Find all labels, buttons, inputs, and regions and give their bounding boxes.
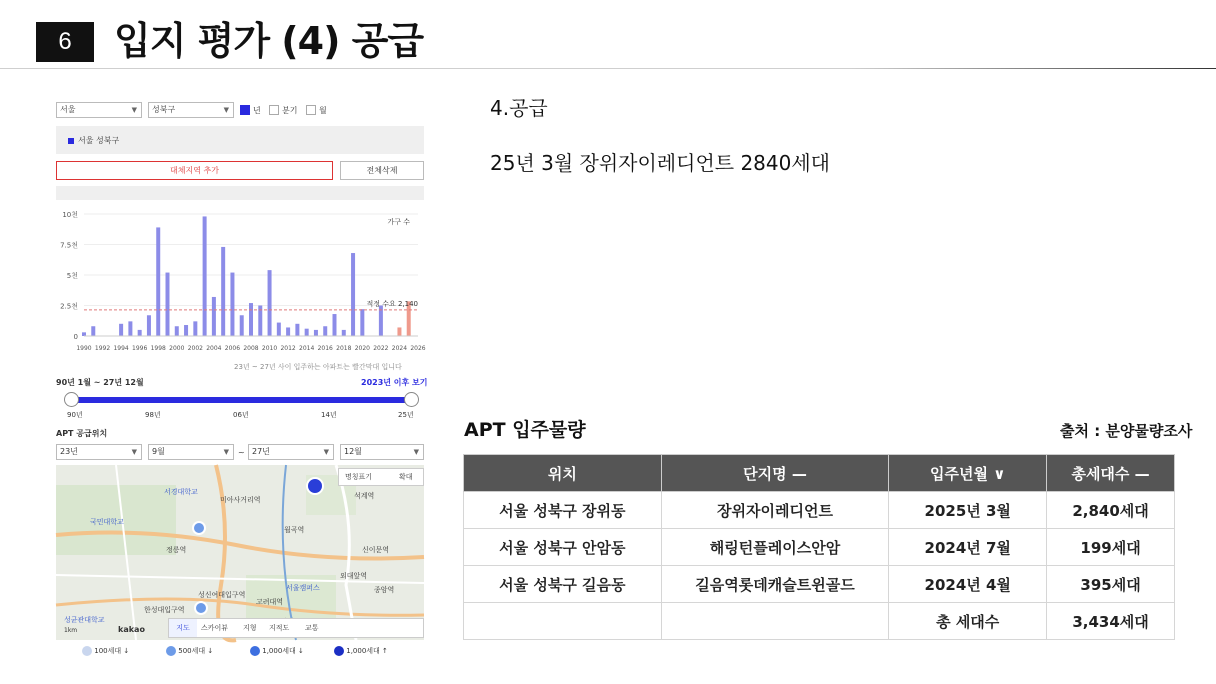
tab-terrain[interactable]: 지형 (243, 624, 257, 632)
district-select-value: 성북구 (152, 105, 176, 114)
table-total-row (464, 603, 1175, 640)
x-tick-label: 2008 (243, 345, 259, 352)
map-marker-500[interactable] (192, 521, 206, 535)
table-cell: 3,434세대 (1047, 603, 1175, 640)
table-row (464, 566, 1175, 603)
x-tick-label: 2000 (169, 345, 185, 352)
table-cell: 길음역롯데캐슬트윈골드 (661, 566, 889, 603)
region-color-swatch (68, 138, 74, 144)
location-label: APT 공급위치 (56, 429, 108, 438)
chevron-down-icon: ▼ (223, 448, 229, 456)
region-select-value: 서울 (60, 105, 76, 114)
map-zoom-button[interactable]: 확대 (399, 473, 413, 481)
col-header-move-in[interactable]: 입주년월 ∨ (889, 455, 1047, 492)
map-marker-1000-plus[interactable] (306, 477, 324, 495)
apt-table-source: 출처 : 분양물량조사 (1060, 422, 1193, 440)
bar-2013 (295, 324, 299, 336)
slide-number: 6 (36, 22, 94, 62)
period-month-label: 월 (319, 106, 327, 115)
x-tick-label: 2006 (224, 345, 241, 352)
supply-detail: 25년 3월 장위자이레디언트 2840세대 (490, 151, 830, 175)
district-select[interactable] (148, 102, 234, 118)
bar-2012 (286, 327, 290, 336)
slider-tick: 90년 (67, 411, 83, 419)
to-month-value: 12월 (344, 447, 362, 456)
x-tick-label: 2002 (187, 345, 203, 352)
slider-tick: 06년 (233, 411, 249, 419)
marker-large-icon (250, 646, 260, 656)
after-2023-link[interactable]: 2023년 이후 보기 (361, 378, 428, 387)
x-tick-label: 1992 (94, 345, 111, 352)
slide-header (0, 0, 1216, 70)
legend-500 (166, 646, 213, 656)
range-slider-track[interactable] (70, 397, 412, 403)
divider-bar (56, 186, 424, 200)
x-tick-label: 2020 (354, 345, 370, 352)
x-tick-label: 2016 (317, 345, 333, 352)
bar-2007 (240, 315, 244, 336)
table-cell: 199세대 (1047, 529, 1175, 566)
chart-footnote: 23년 ~ 27년 사이 입주하는 아파트는 빨간막대 입니다 (234, 363, 402, 371)
table-cell: 총 세대수 (889, 603, 1047, 640)
map-label: 정릉역 (166, 546, 187, 554)
map-label: 신이문역 (362, 546, 390, 554)
table-header-row (464, 455, 1175, 492)
delete-all-button[interactable]: 전체삭제 (340, 161, 424, 180)
map-label: 고려대역 (256, 598, 284, 606)
table-cell: 서울 성북구 장위동 (464, 492, 662, 529)
bar-2016 (323, 326, 327, 336)
tab-skyview[interactable]: 스카이뷰 (201, 624, 229, 632)
table-cell (464, 603, 662, 640)
y-tick-label: 10천 (62, 211, 78, 219)
x-tick-label: 2018 (336, 345, 352, 352)
selected-region-bar (56, 126, 424, 154)
map-label: 성신여대입구역 (198, 591, 246, 599)
map-label: 석계역 (354, 492, 375, 500)
bar-1990 (82, 332, 86, 336)
table-cell: 서울 성북구 길음동 (464, 566, 662, 603)
x-tick-label: 2022 (373, 345, 389, 352)
marker-xlarge-icon (334, 646, 344, 656)
range-tilde: ~ (238, 448, 245, 457)
add-region-button[interactable]: 대체지역 추가 (56, 161, 333, 180)
to-month-select[interactable] (340, 444, 424, 460)
table-cell: 장위자이레디언트 (661, 492, 889, 529)
y-tick-label: 0 (73, 333, 78, 341)
table-cell: 2,840세대 (1047, 492, 1175, 529)
y-tick-label: 2.5천 (60, 302, 78, 311)
table-cell (661, 603, 889, 640)
bar-1997 (147, 315, 151, 336)
supply-heading: 4.공급 (490, 96, 548, 120)
supply-bar-chart (56, 204, 424, 372)
period-year-label: 년 (253, 106, 261, 115)
table-row (464, 492, 1175, 529)
map-label: 외대앞역 (340, 572, 368, 580)
bar-1991 (91, 326, 95, 336)
col-header-households[interactable]: 총세대수 — (1047, 455, 1175, 492)
region-select[interactable] (56, 102, 142, 118)
x-tick-label: 1996 (132, 345, 148, 352)
bar-1998 (156, 227, 160, 336)
bar-1999 (166, 273, 170, 336)
legend-1000-plus-label: 1,000세대 ↑ (346, 647, 388, 655)
range-slider-end-handle[interactable] (404, 392, 419, 407)
map-label: 월곡역 (284, 526, 305, 534)
map-brand: kakao (118, 625, 145, 634)
tab-map[interactable]: 지도 (169, 619, 197, 637)
reference-label: 적정 수요 2,140 (366, 299, 418, 308)
map-label-toggle[interactable]: 명칭표기 (345, 473, 373, 481)
x-tick-label: 1994 (113, 345, 129, 352)
chart-legend-label: 가구 수 (387, 218, 410, 226)
tab-cadastral[interactable]: 지적도 (269, 624, 290, 632)
map-label: 서경대학교 (164, 488, 198, 496)
supply-map[interactable] (56, 465, 424, 640)
bar-2000 (175, 326, 179, 336)
map-type-tabs (168, 618, 424, 638)
table-cell: 서울 성북구 안암동 (464, 529, 662, 566)
legend-1000 (250, 646, 304, 656)
chevron-down-icon: ▼ (131, 106, 137, 114)
to-year-select[interactable] (248, 444, 334, 460)
table-cell: 2024년 7월 (889, 529, 1047, 566)
from-year-value: 23년 (60, 447, 78, 456)
marker-small-icon (82, 646, 92, 656)
bar-2003 (203, 216, 207, 336)
bar-2005 (221, 247, 225, 336)
bar-2020 (360, 309, 364, 336)
map-scale: 1km (64, 627, 78, 634)
chevron-down-icon: ▼ (323, 448, 329, 456)
bar-2008 (249, 303, 253, 336)
x-tick-label: 2004 (206, 345, 222, 352)
bar-2004 (212, 297, 216, 336)
map-marker-500[interactable] (194, 601, 208, 615)
legend-100 (82, 646, 129, 656)
checkbox-month[interactable] (306, 105, 316, 115)
apt-move-in-table (463, 454, 1175, 640)
bar-1995 (128, 321, 132, 336)
chevron-down-icon: ▼ (131, 448, 137, 456)
x-tick-label: 2010 (261, 345, 278, 352)
slider-tick: 25년 (398, 411, 414, 419)
marker-medium-icon (166, 646, 176, 656)
map-label: 종암역 (374, 586, 395, 594)
table-row (464, 529, 1175, 566)
bar-2002 (193, 321, 197, 336)
from-year-select[interactable] (56, 444, 142, 460)
y-tick-label: 5천 (66, 272, 78, 280)
col-header-location[interactable]: 위치 (464, 455, 662, 492)
bar-2015 (314, 330, 318, 336)
header-divider (0, 68, 1216, 69)
legend-1000-plus (334, 646, 388, 656)
bar-2017 (333, 314, 337, 336)
apt-table-title: APT 입주물량 (464, 419, 586, 441)
x-tick-label: 1990 (76, 345, 92, 352)
table-cell: 2025년 3월 (889, 492, 1047, 529)
bar-2006 (230, 273, 234, 336)
bar-1994 (119, 324, 123, 336)
map-tool-group (338, 468, 424, 486)
bar-2010 (268, 270, 272, 336)
table-cell: 2024년 4월 (889, 566, 1047, 603)
bar-2011 (277, 323, 281, 336)
to-year-value: 27년 (252, 447, 270, 456)
checkbox-year[interactable] (240, 105, 250, 115)
chevron-down-icon: ▼ (223, 106, 229, 114)
map-label: 성균관대학교 (64, 616, 105, 624)
chevron-down-icon: ▼ (413, 448, 419, 456)
x-tick-label: 2012 (280, 345, 296, 352)
bar-2024 (397, 327, 401, 336)
bar-1996 (138, 330, 142, 336)
x-tick-label: 2026 (410, 345, 426, 352)
legend-500-label: 500세대 ↓ (178, 647, 214, 655)
bar-2018 (342, 330, 346, 336)
table-cell: 해링턴플레이스안암 (661, 529, 889, 566)
from-month-value: 9월 (152, 447, 165, 456)
legend-1000-label: 1,000세대 ↓ (262, 647, 304, 655)
map-label: 국민대학교 (90, 518, 124, 526)
range-slider-start-handle[interactable] (64, 392, 79, 407)
tab-traffic[interactable]: 교통 (305, 624, 319, 632)
col-header-complex[interactable]: 단지명 — (661, 455, 889, 492)
y-tick-label: 7.5천 (60, 241, 78, 250)
bar-2001 (184, 325, 188, 336)
x-tick-label: 2014 (299, 345, 315, 352)
x-tick-label: 1998 (150, 345, 166, 352)
bar-2019 (351, 253, 355, 336)
legend-100-label: 100세대 ↓ (94, 647, 130, 655)
slide-title: 입지 평가 (4) 공급 (114, 19, 424, 63)
map-label: 미아사거리역 (220, 496, 261, 504)
slider-tick: 14년 (321, 411, 337, 419)
x-tick-label: 2024 (391, 345, 408, 352)
slider-tick: 98년 (145, 411, 161, 419)
map-label: 서울캠퍼스 (286, 584, 320, 592)
selected-region-label: 서울 성북구 (78, 136, 120, 145)
checkbox-quarter[interactable] (269, 105, 279, 115)
period-quarter-label: 분기 (282, 106, 298, 115)
supply-screenshot-panel (56, 100, 428, 665)
map-label: 한성대입구역 (144, 606, 185, 614)
range-label: 90년 1월 ~ 27년 12월 (56, 378, 144, 387)
bar-2014 (305, 329, 309, 336)
from-month-select[interactable] (148, 444, 234, 460)
table-cell: 395세대 (1047, 566, 1175, 603)
